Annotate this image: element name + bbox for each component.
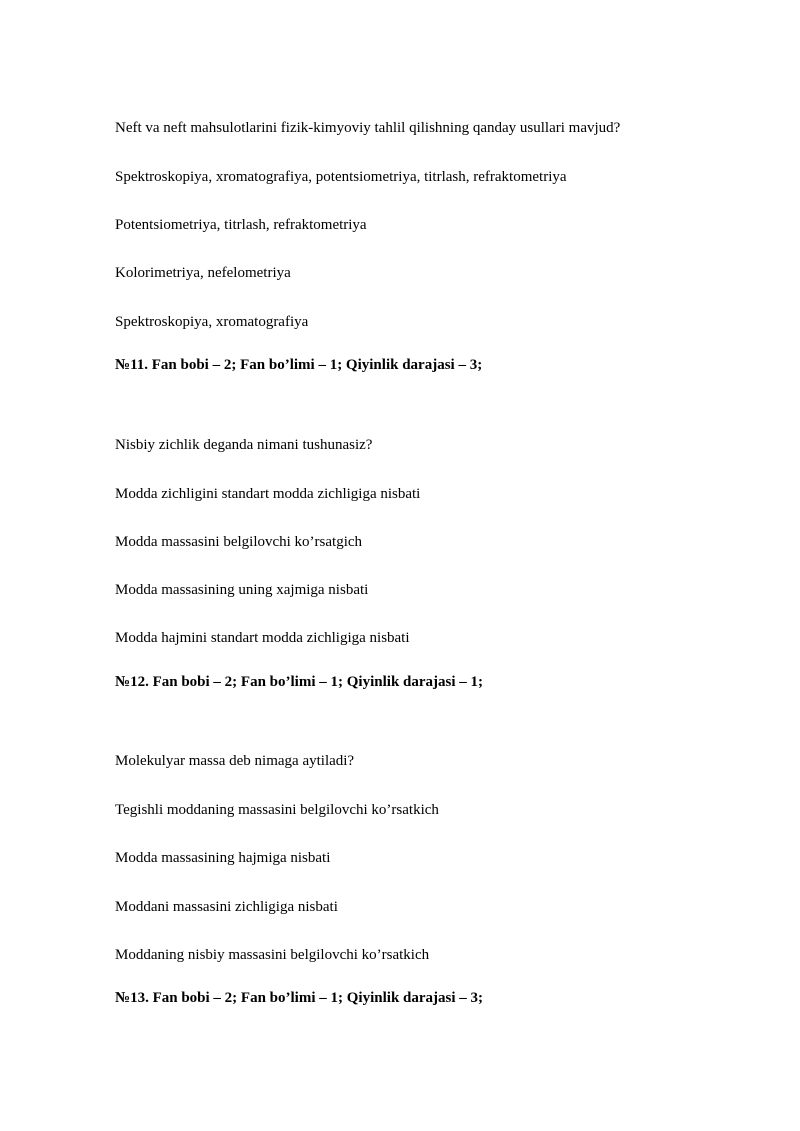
question-text: Molekulyar massa deb nimaga aytiladi? [115, 753, 355, 769]
answer-option: Spektroskopiya, xromatografiya [115, 314, 309, 330]
answer-option: Spektroskopiya, xromatografiya, potentsiometriya, titrlash, refraktometriya [115, 169, 567, 185]
answer-option: Modda zichligini standart modda zichligiga nisbati [115, 486, 421, 502]
question-text: Neft va neft mahsulotlarini fizik-kimyoviy tahlil qilishning qanday usullari mavjud? [115, 120, 621, 136]
question-heading: №12. Fan bobi – 2; Fan bo’limi – 1; Qiyinlik darajasi – 1; [115, 674, 484, 690]
answer-option: Modda massasini belgilovchi ko’rsatgich [115, 534, 363, 550]
question-text: Nisbiy zichlik deganda nimani tushunasiz? [115, 437, 373, 453]
answer-option: Modda massasining uning xajmiga nisbati [115, 582, 369, 598]
answer-option: Moddani massasini zichligiga nisbati [115, 899, 338, 915]
answer-option: Potentsiometriya, titrlash, refraktometriya [115, 217, 367, 233]
answer-option: Modda massasining hajmiga nisbati [115, 850, 331, 866]
question-heading: №11. Fan bobi – 2; Fan bo’limi – 1; Qiyinlik darajasi – 3; [115, 357, 483, 373]
answer-option: Kolorimetriya, nefelometriya [115, 265, 291, 281]
answer-option: Tegishli moddaning massasini belgilovchi ko’rsatkich [115, 802, 439, 818]
answer-option: Modda hajmini standart modda zichligiga nisbati [115, 630, 410, 646]
answer-option: Moddaning nisbiy massasini belgilovchi ko’rsatkich [115, 947, 430, 963]
question-heading: №13. Fan bobi – 2; Fan bo’limi – 1; Qiyinlik darajasi – 3; [115, 990, 484, 1006]
